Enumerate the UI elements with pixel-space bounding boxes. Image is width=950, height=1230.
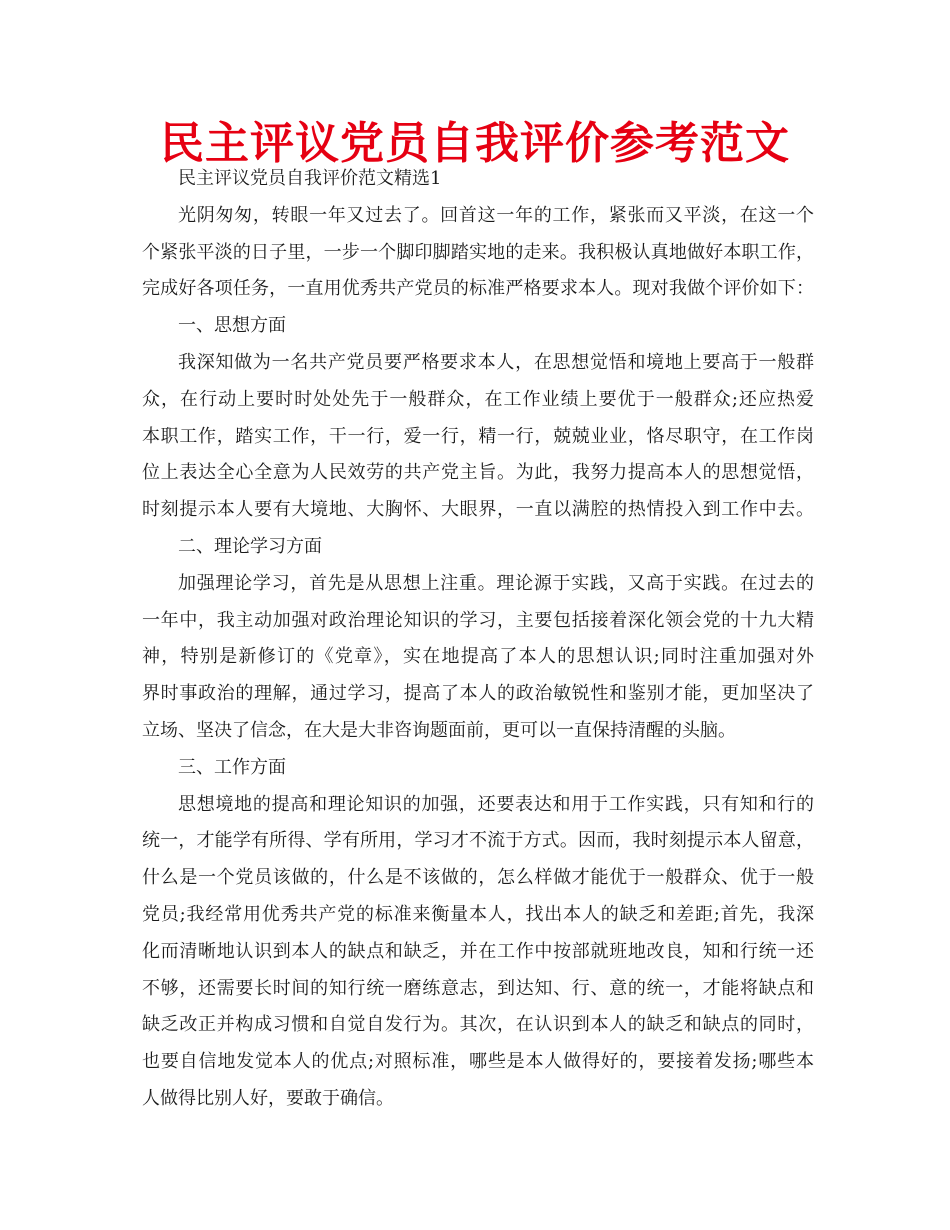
paragraph-start-line: 加强理论学习，首先是从思想上注重。理论源于实践，又高于实践。在过去的 <box>178 572 814 594</box>
paragraph-start-line: 三、工作方面 <box>178 756 286 778</box>
paragraph-line: 位上表达全心全意为人民效劳的共产党主旨。为此，我努力提高本人的思想觉悟， <box>142 462 814 484</box>
paragraph-start-line: 思想境地的提高和理论知识的加强，还要表达和用于工作实践，只有知和行的 <box>178 793 814 815</box>
paragraph-line: 立场、坚决了信念，在大是大非咨询题面前，更可以一直保持清醒的头脑。 <box>142 719 736 741</box>
paragraph-line: 个紧张平淡的日子里，一步一个脚印脚踏实地的走来。我积极认真地做好本职工作， <box>142 241 814 263</box>
paragraph-line: 一年中，我主动加强对政治理论知识的学习，主要包括接着深化领会党的十九大精 <box>142 609 814 631</box>
paragraph-start-line: 一、思想方面 <box>178 315 286 337</box>
document-title: 民主评议党员自我评价参考范文 <box>160 118 790 169</box>
paragraph-line: 本职工作，踏实工作，干一行，爱一行，精一行，兢兢业业，恪尽职守，在工作岗 <box>142 425 814 447</box>
paragraph-start-line: 二、理论学习方面 <box>178 535 322 557</box>
paragraph-line: 党员;我经常用优秀共产党的标准来衡量本人，找出本人的缺乏和差距;首先，我深 <box>142 903 814 925</box>
paragraph-line: 统一，才能学有所得、学有所用，学习才不流于方式。因而，我时刻提示本人留意， <box>142 830 814 852</box>
paragraph-line: 也要自信地发觉本人的优点;对照标准，哪些是本人做得好的，要接着发扬;哪些本 <box>142 1051 814 1073</box>
paragraph-line: 缺乏改正并构成习惯和自觉自发行为。其次，在认识到本人的缺乏和缺点的同时， <box>142 1014 814 1036</box>
paragraph-line: 什么是一个党员该做的，什么是不该做的，怎么样做才能优于一般群众、优于一般 <box>142 867 814 889</box>
paragraph-line: 众，在行动上要时时处处先于一般群众，在工作业绩上要优于一般群众;还应热爱 <box>142 388 814 410</box>
paragraph-line: 界时事政治的理解，通过学习，提高了本人的政治敏锐性和鉴别才能，更加坚决了 <box>142 683 814 705</box>
paragraph-line: 化而清晰地认识到本人的缺点和缺乏，并在工作中按部就班地改良，知和行统一还 <box>142 940 814 962</box>
paragraph-line: 时刻提示本人要有大境地、大胸怀、大眼界，一直以满腔的热情投入到工作中去。 <box>142 499 814 521</box>
paragraph-line: 完成好各项任务，一直用优秀共产党员的标准严格要求本人。现对我做个评价如下： <box>142 278 814 300</box>
paragraph-line: 人做得比别人好，要敢于确信。 <box>142 1087 394 1109</box>
paragraph-line: 不够，还需要长时间的知行统一磨练意志，到达知、行、意的统一，才能将缺点和 <box>142 977 814 999</box>
paragraph-start-line: 光阴匆匆，转眼一年又过去了。回首这一年的工作，紧张而又平淡，在这一个 <box>178 204 814 226</box>
paragraph-start-line: 民主评议党员自我评价范文精选1 <box>178 168 442 189</box>
document-body <box>142 161 814 1118</box>
paragraph-line: 神，特别是新修订的《党章》，实在地提高了本人的思想认识;同时注重加强对外 <box>142 646 814 668</box>
paragraph-start-line: 我深知做为一名共产党员要严格要求本人，在思想觉悟和境地上要高于一般群 <box>178 351 814 373</box>
